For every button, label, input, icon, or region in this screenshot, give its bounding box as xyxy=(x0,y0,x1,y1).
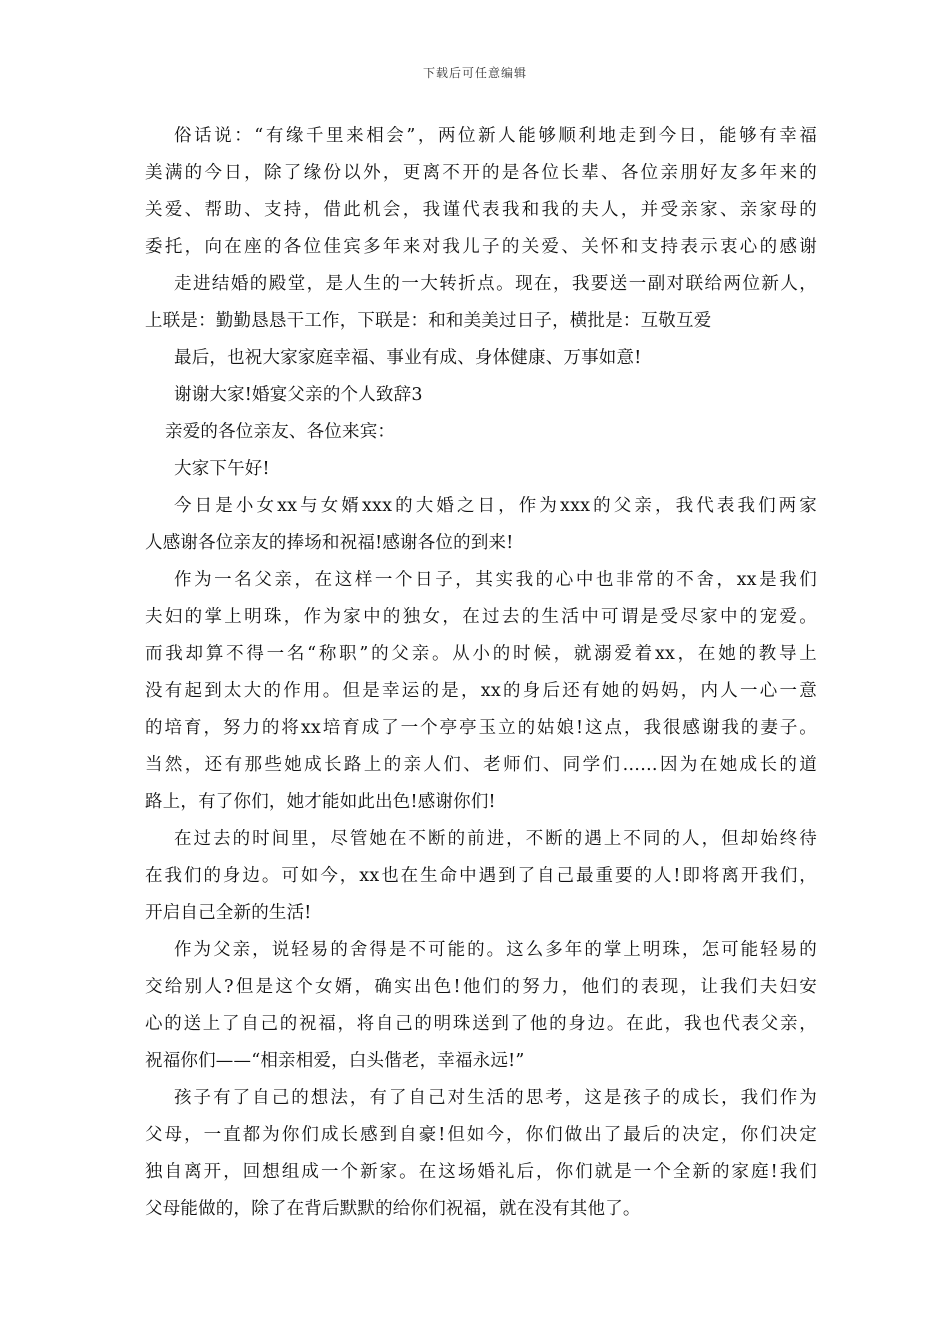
text-line: 委托，向在座的各位佳宾多年来对我儿子的关爱、关怀和支持表示衷心的感谢 xyxy=(145,237,817,257)
text-line: 作为父亲，说轻易的舍得是不可能的。这么多年的掌上明珠，怎可能轻易的 xyxy=(174,940,817,960)
text-line: 祝福你们——“相亲相爱，白头偕老，幸福永远!” xyxy=(145,1051,525,1071)
text-line: 美满的今日，除了缘份以外，更离不开的是各位长辈、各位亲朋好友多年来的 xyxy=(145,163,817,183)
text-line: 在我们的身边。可如今，xx也在生命中遇到了自己最重要的人!即将离开我们， xyxy=(145,866,817,886)
text-line: 路上，有了你们，她才能如此出色!感谢你们! xyxy=(145,792,496,812)
text-line: 作为一名父亲，在这样一个日子，其实我的心中也非常的不舍，xx是我们 xyxy=(174,570,817,590)
text-line: 谢谢大家!婚宴父亲的个人致辞3 xyxy=(174,385,423,405)
text-line: 大家下午好! xyxy=(174,459,270,479)
text-line: 的培育，努力的将xx培育成了一个亭亭玉立的姑娘!这点，我很感谢我的妻子。 xyxy=(145,718,817,738)
text-line: 夫妇的掌上明珠，作为家中的独女，在过去的生活中可谓是受尽家中的宠爱。 xyxy=(145,607,817,627)
text-line: 独自离开，回想组成一个新家。在这场婚礼后，你们就是一个全新的家庭!我们 xyxy=(145,1162,817,1182)
text-line: 上联是：勤勤恳恳干工作，下联是：和和美美过日子，横批是：互敬互爱 xyxy=(145,311,712,331)
text-line: 而我却算不得一名“称职”的父亲。从小的时候，就溺爱着xx，在她的教导上 xyxy=(145,644,817,664)
text-line: 心的送上了自己的祝福，将自己的明珠送到了他的身边。在此，我也代表父亲， xyxy=(145,1014,817,1034)
text-line: 父母能做的，除了在背后默默的给你们祝福，就在没有其他了。 xyxy=(145,1199,641,1219)
text-line: 没有起到太大的作用。但是幸运的是，xx的身后还有她的妈妈，内人一心一意 xyxy=(145,681,817,701)
text-line: 最后，也祝大家家庭幸福、事业有成、身体健康、万事如意! xyxy=(174,348,642,368)
text-line: 关爱、帮助、支持，借此机会，我谨代表我和我的夫人，并受亲家、亲家母的 xyxy=(145,200,817,220)
text-line: 走进结婚的殿堂，是人生的一大转折点。现在，我要送一副对联给两位新人， xyxy=(174,274,817,294)
text-line: 当然，还有那些她成长路上的亲人们、老师们、同学们……因为在她成长的道 xyxy=(145,755,817,775)
text-line: 交给别人?但是这个女婿，确实出色!他们的努力，他们的表现，让我们夫妇安 xyxy=(145,977,817,997)
text-line: 父母，一直都为你们成长感到自豪!但如今，你们做出了最后的决定，你们决定 xyxy=(145,1125,817,1145)
text-line: 亲爱的各位亲友、各位来宾： xyxy=(165,422,396,442)
text-line: 俗话说：“有缘千里来相会”，两位新人能够顺利地走到今日，能够有幸福 xyxy=(174,126,817,146)
text-line: 人感谢各位亲友的捧场和祝福!感谢各位的到来! xyxy=(145,533,514,553)
document-body xyxy=(145,118,817,1228)
text-line: 孩子有了自己的想法，有了自己对生活的思考，这是孩子的成长，我们作为 xyxy=(174,1088,817,1108)
page-header: 下载后可任意编辑 xyxy=(422,66,527,80)
text-line: 今日是小女xx与女婿xxx的大婚之日，作为xxx的父亲，我代表我们两家 xyxy=(174,496,817,516)
text-line: 在过去的时间里，尽管她在不断的前进，不断的遇上不同的人，但却始终待 xyxy=(174,829,817,849)
text-line: 开启自己全新的生活! xyxy=(145,903,312,923)
